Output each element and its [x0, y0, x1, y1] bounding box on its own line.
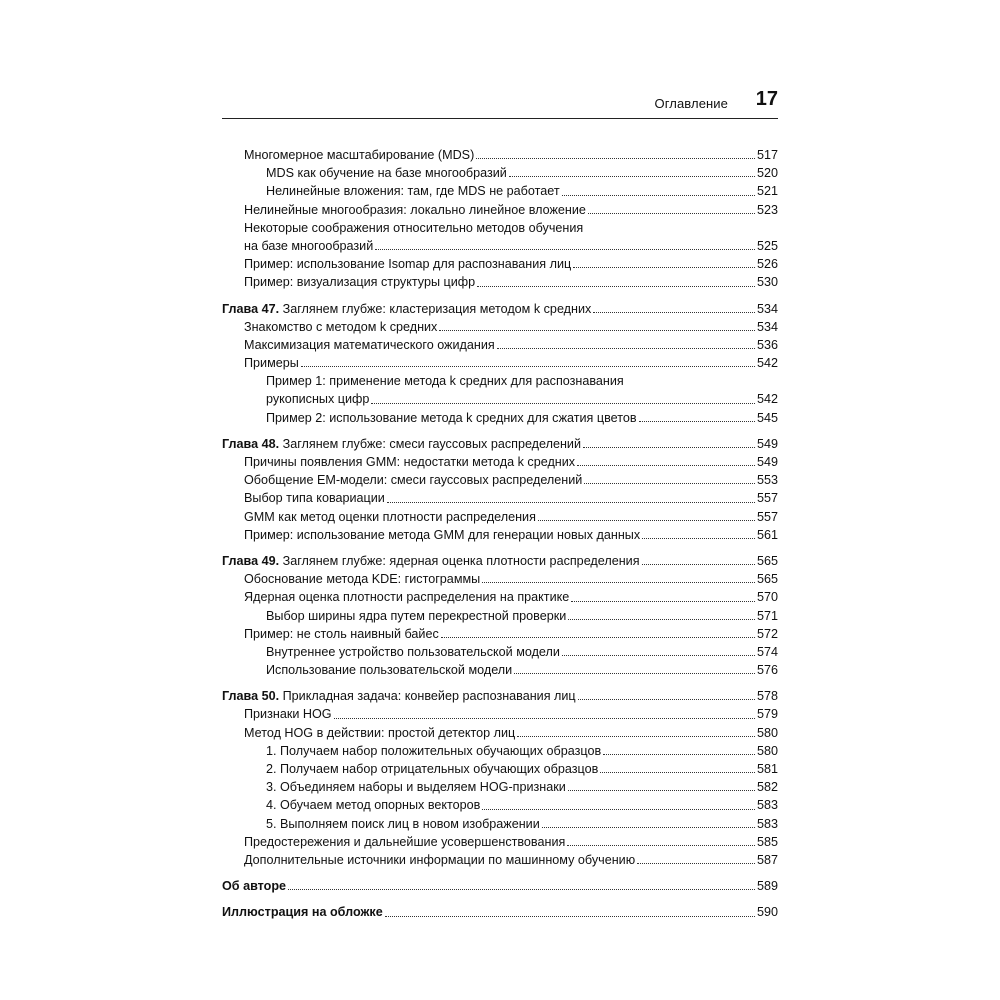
toc-entry-title	[244, 221, 585, 235]
toc-entry-text: Прикладная задача: конвейер распознавания лиц	[279, 689, 576, 704]
toc-entry-text: 3. Объединяем наборы и выделяем HOG-признаки	[266, 780, 566, 795]
toc-page-number: 571	[756, 608, 778, 623]
toc-entry-title	[222, 435, 583, 453]
toc-leader-dots	[578, 687, 755, 700]
toc-page-number: 545	[756, 410, 778, 425]
toc-chapter-entry[interactable]	[222, 435, 778, 453]
toc-entry[interactable]	[222, 742, 778, 760]
toc-entry-text: Ядерная оценка плотности распределения на практике	[244, 590, 570, 605]
toc-chapter-entry[interactable]	[222, 903, 778, 921]
toc-leader-dots	[482, 796, 755, 809]
toc-chapter-label: Об авторе	[222, 879, 287, 894]
toc-leader-dots	[288, 877, 755, 890]
toc-entry[interactable]	[222, 219, 778, 237]
toc-entry[interactable]	[222, 182, 778, 200]
toc-leader-dots	[387, 489, 755, 502]
toc-chapter-entry[interactable]	[222, 300, 778, 318]
toc-page-number: 523	[756, 202, 778, 217]
toc-entry-text: 5. Выполняем поиск лиц в новом изображении	[266, 816, 540, 831]
toc-leader-dots	[639, 409, 755, 422]
toc-entry-text: на базе многообразий	[244, 238, 374, 253]
toc-entry-text: 4. Обучаем метод опорных векторов	[266, 798, 481, 813]
toc-leader-dots	[562, 182, 755, 195]
toc-entry-text: Максимизация математического ожидания	[244, 337, 495, 352]
toc-entry-title	[266, 760, 600, 778]
toc-leader-dots	[637, 851, 755, 864]
toc-entry[interactable]	[222, 851, 778, 869]
toc-entry[interactable]	[222, 526, 778, 544]
toc-leader-dots	[371, 390, 755, 403]
toc-page-number: 520	[756, 166, 778, 181]
toc-entry-text: Предостережения и дальнейшие усовершенствования	[244, 834, 566, 849]
toc-entry-title	[222, 552, 642, 570]
toc-entry-title	[244, 588, 571, 606]
toc-page-number: 530	[756, 275, 778, 290]
toc-page-number: 579	[756, 707, 778, 722]
toc-entry-text: MDS как обучение на базе многообразий	[266, 166, 507, 181]
toc-entry[interactable]	[222, 237, 778, 255]
toc-entry-text: Заглянем глубже: кластеризация методом k средних	[279, 301, 592, 316]
toc-entry-title	[266, 390, 371, 408]
toc-chapter-label: Иллюстрация на обложке	[222, 905, 383, 920]
toc-leader-dots	[542, 815, 755, 828]
toc-entry-title	[244, 318, 439, 336]
toc-entry[interactable]	[222, 588, 778, 606]
toc-entry-text: Использование пользовательской модели	[266, 663, 513, 678]
toc-page-number: 553	[756, 473, 778, 488]
toc-entry[interactable]	[222, 724, 778, 742]
toc-entry-title	[222, 300, 593, 318]
toc-page-number: 525	[756, 238, 778, 253]
toc-entry[interactable]	[222, 471, 778, 489]
toc-leader-dots	[477, 273, 755, 286]
toc-entry[interactable]	[222, 661, 778, 679]
toc-entry-title	[244, 273, 477, 291]
toc-leader-dots	[476, 146, 755, 159]
toc-entry-title	[266, 815, 542, 833]
toc-leader-dots	[584, 471, 755, 484]
toc-page-number: 572	[756, 626, 778, 641]
toc-page-number: 526	[756, 257, 778, 272]
toc-entry-text: Знакомство с методом k средних	[244, 319, 438, 334]
toc-entry-text: Обоснование метода KDE: гистограммы	[244, 572, 481, 587]
toc-entry[interactable]	[222, 489, 778, 507]
toc-entry-title	[244, 237, 375, 255]
header-rule	[222, 118, 778, 119]
toc-entry-text: Дополнительные источники информации по машинному обучению	[244, 852, 636, 867]
toc-page-number: 578	[756, 689, 778, 704]
toc-leader-dots	[334, 705, 755, 718]
toc-leader-dots	[538, 508, 755, 521]
toc-entry-title	[244, 255, 573, 273]
toc-entry[interactable]	[222, 390, 778, 408]
toc-leader-dots	[603, 742, 755, 755]
toc-page-number: 585	[756, 834, 778, 849]
toc-entry-text: Нелинейные многообразия: локально линейное вложение	[244, 202, 586, 217]
toc-leader-dots	[573, 255, 755, 268]
toc-entry-title	[244, 625, 441, 643]
toc-entry-text: Внутреннее устройство пользовательской модели	[266, 644, 560, 659]
toc-leader-dots	[642, 552, 755, 565]
toc-entry-title	[244, 354, 301, 372]
toc-leader-dots	[439, 318, 755, 331]
toc-entry-title	[222, 903, 385, 921]
toc-leader-dots	[482, 570, 755, 583]
toc-page-number: 561	[756, 527, 778, 542]
toc-entry-text: 2. Получаем набор отрицательных обучающих образцов	[266, 762, 599, 776]
toc-entry-title	[266, 643, 562, 661]
toc-entry[interactable]	[222, 336, 778, 354]
toc-leader-dots	[385, 903, 755, 916]
toc-entry[interactable]	[222, 607, 778, 625]
toc-chapter-entry[interactable]	[222, 552, 778, 570]
toc-entry[interactable]	[222, 146, 778, 164]
toc-page-number: 565	[756, 553, 778, 568]
toc-leader-dots	[571, 588, 755, 601]
toc-leader-dots	[517, 724, 755, 737]
toc-entry[interactable]	[222, 255, 778, 273]
toc-entry-text: Пример: визуализация структуры цифр	[244, 275, 476, 290]
toc-page-number: 557	[756, 509, 778, 524]
running-title: Оглавление	[654, 96, 728, 111]
toc-entry-text: Метод HOG в действии: простой детектор лиц	[244, 725, 516, 740]
table-of-contents	[222, 146, 778, 922]
toc-entry-text: Причины появления GMM: недостатки метода k средних	[244, 455, 576, 469]
toc-page-number: 557	[756, 491, 778, 506]
toc-entry-title	[244, 201, 588, 219]
toc-page-number: 582	[756, 780, 778, 795]
toc-entry-text: Пример 1: применение метода k средних для распознавания	[266, 374, 624, 389]
toc-page-number: 587	[756, 852, 778, 867]
toc-entry-title	[244, 453, 577, 471]
toc-entry-title	[244, 489, 387, 507]
toc-page-number: 576	[756, 663, 778, 678]
toc-entry-text: Нелинейные вложения: там, где MDS не работает	[266, 184, 560, 199]
toc-leader-dots	[568, 778, 755, 791]
toc-entry-title	[244, 336, 497, 354]
toc-page-number: 580	[756, 743, 778, 758]
toc-entry-title	[266, 374, 626, 388]
toc-chapter-entry[interactable]	[222, 877, 778, 895]
toc-entry-text: Некоторые соображения относительно методов обучения	[244, 220, 584, 235]
toc-leader-dots	[642, 526, 755, 539]
toc-leader-dots	[514, 661, 755, 674]
toc-entry[interactable]	[222, 354, 778, 372]
toc-entry[interactable]	[222, 833, 778, 851]
toc-entry-text: Примеры	[244, 356, 299, 371]
toc-entry[interactable]	[222, 508, 778, 526]
toc-entry-text: 1. Получаем набор положительных обучающих образцов	[266, 743, 602, 758]
toc-entry[interactable]	[222, 409, 778, 427]
toc-entry[interactable]	[222, 201, 778, 219]
toc-page-number: 565	[756, 572, 778, 587]
toc-entry-text: GMM как метод оценки плотности распределения	[244, 509, 536, 524]
toc-entry-title	[244, 146, 476, 164]
toc-entry-title	[244, 724, 517, 742]
toc-entry[interactable]	[222, 273, 778, 291]
toc-page-number: 590	[756, 905, 778, 920]
toc-entry-title	[222, 687, 578, 705]
toc-entry[interactable]	[222, 643, 778, 661]
toc-leader-dots	[441, 625, 755, 638]
toc-page-number: 517	[756, 148, 778, 162]
toc-page-number: 589	[756, 879, 778, 894]
toc-entry-title	[266, 607, 568, 625]
toc-entry-text: Многомерное масштабирование (MDS)	[244, 148, 475, 162]
toc-entry-title	[266, 182, 562, 200]
toc-chapter-label: Глава 48.	[222, 436, 280, 451]
toc-page-number: 580	[756, 725, 778, 740]
toc-entry[interactable]	[222, 796, 778, 814]
toc-page-number: 534	[756, 301, 778, 316]
toc-leader-dots	[567, 833, 755, 846]
toc-entry-title	[244, 833, 567, 851]
toc-page-number: 581	[756, 762, 778, 776]
toc-entry[interactable]	[222, 318, 778, 336]
toc-entry[interactable]	[222, 372, 778, 390]
toc-leader-dots	[562, 643, 755, 656]
toc-page-number: 574	[756, 644, 778, 659]
toc-entry-text: Заглянем глубже: смеси гауссовых распределений	[279, 436, 581, 451]
toc-leader-dots	[568, 607, 755, 620]
toc-leader-dots	[497, 336, 755, 349]
toc-page-number: 542	[756, 392, 778, 407]
toc-entry[interactable]	[222, 164, 778, 182]
toc-entry-text: Пример 2: использование метода k средних для сжатия цветов	[266, 410, 637, 425]
toc-leader-dots	[593, 300, 755, 313]
toc-entry-title	[266, 409, 639, 427]
toc-leader-dots	[301, 354, 755, 367]
toc-page-number: 549	[756, 436, 778, 451]
toc-leader-dots	[375, 237, 755, 250]
toc-entry[interactable]	[222, 760, 778, 778]
toc-entry-text: Пример: использование метода GMM для генерации новых данных	[244, 527, 641, 542]
toc-entry[interactable]	[222, 705, 778, 723]
toc-entry-text: Обобщение EM-модели: смеси гауссовых распределений	[244, 473, 583, 488]
toc-leader-dots	[583, 435, 755, 448]
toc-leader-dots	[577, 453, 755, 466]
toc-entry-title	[266, 742, 603, 760]
page-header	[222, 88, 778, 118]
toc-entry[interactable]	[222, 815, 778, 833]
toc-entry-text: Выбор ширины ядра путем перекрестной проверки	[266, 608, 567, 623]
page-number: 17	[755, 88, 778, 110]
toc-chapter-entry[interactable]	[222, 687, 778, 705]
toc-entry-title	[244, 570, 482, 588]
toc-entry-title	[244, 508, 538, 526]
toc-page-number: 570	[756, 590, 778, 605]
toc-entry[interactable]	[222, 778, 778, 796]
toc-entry-title	[266, 661, 514, 679]
toc-entry-text: Признаки HOG	[244, 707, 332, 722]
toc-entry-title	[244, 851, 637, 869]
toc-page-number: 549	[756, 455, 778, 469]
toc-leader-dots	[588, 201, 755, 214]
toc-leader-dots	[509, 164, 755, 177]
toc-entry-title	[244, 705, 334, 723]
toc-leader-dots	[600, 760, 755, 773]
toc-entry-text: рукописных цифр	[266, 392, 370, 407]
toc-entry-title	[244, 526, 642, 544]
toc-entry-text: Пример: не столь наивный байес	[244, 626, 439, 641]
toc-chapter-label: Глава 49.	[222, 553, 280, 568]
toc-entry-title	[266, 164, 509, 182]
toc-chapter-label: Глава 47.	[222, 301, 280, 316]
toc-page-number: 583	[756, 798, 778, 813]
toc-entry-text: Заглянем глубже: ядерная оценка плотности распределения	[279, 553, 640, 568]
toc-entry-title	[244, 471, 584, 489]
toc-entry-text: Пример: использование Isomap для распознавания лиц	[244, 257, 572, 272]
toc-page-number: 583	[756, 816, 778, 831]
toc-entry-title	[266, 778, 568, 796]
toc-page-number: 542	[756, 356, 778, 371]
toc-entry-title	[222, 877, 288, 895]
toc-entry[interactable]	[222, 625, 778, 643]
toc-page-number: 521	[756, 184, 778, 199]
toc-page-number: 536	[756, 337, 778, 352]
toc-entry-title	[266, 796, 482, 814]
toc-entry[interactable]	[222, 570, 778, 588]
toc-entry[interactable]	[222, 453, 778, 471]
toc-chapter-label: Глава 50.	[222, 689, 280, 704]
toc-entry-text: Выбор типа ковариации	[244, 491, 385, 506]
toc-page-number: 534	[756, 319, 778, 334]
